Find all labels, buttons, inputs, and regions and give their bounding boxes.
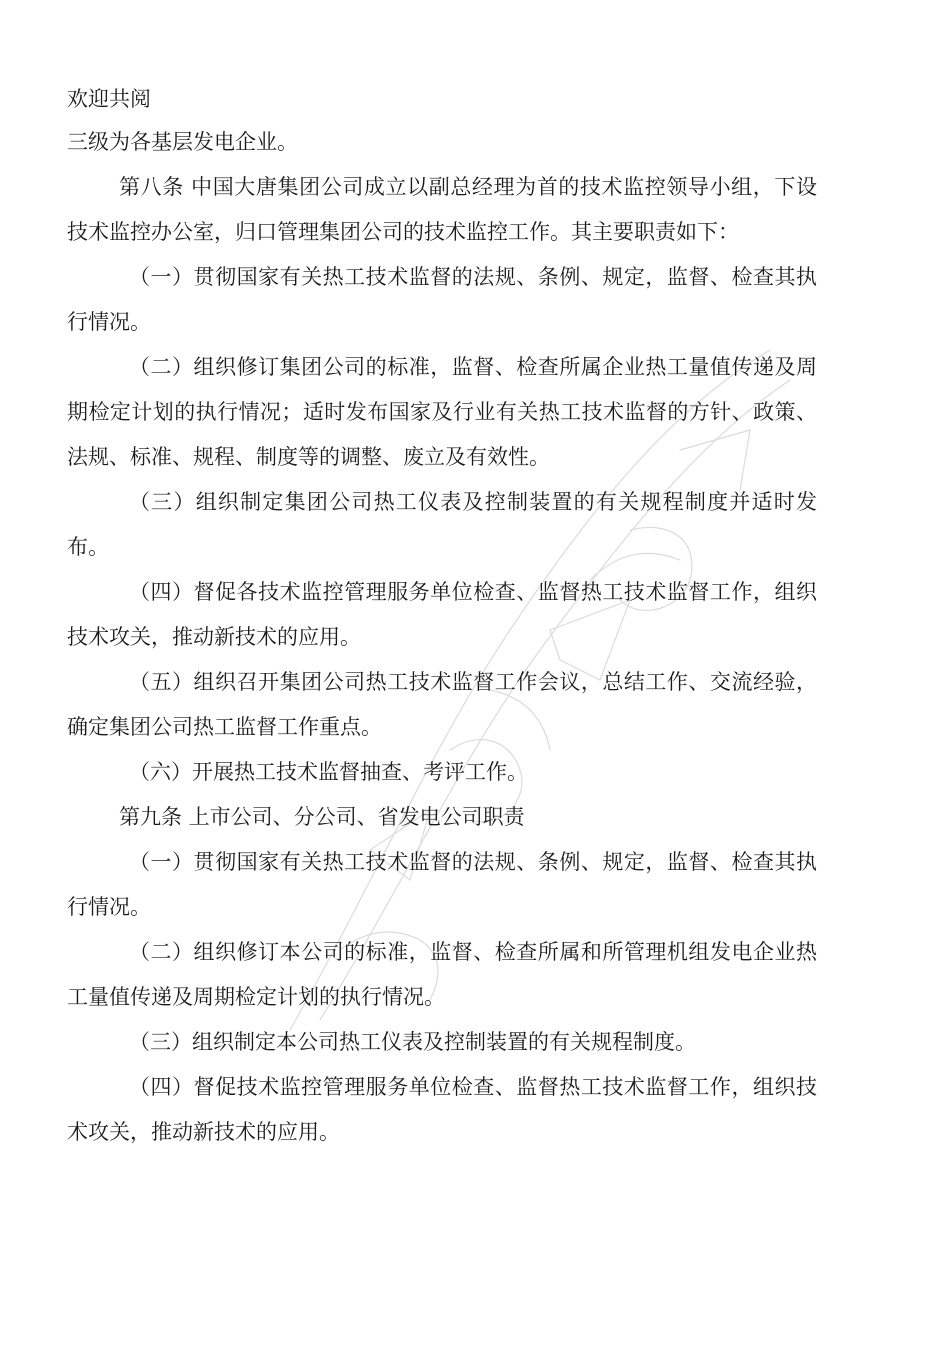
article-9-item-1: （一）贯彻国家有关热工技术监督的法规、条例、规定，监督、检查其执行情况。 bbox=[67, 850, 817, 919]
document-header: 欢迎共阅 bbox=[67, 87, 151, 111]
article-8: 第八条 中国大唐集团公司成立以副总经理为首的技术监控领导小组，下设技术监控办公室，归口管理集团公司的技术监控工作。其主要职责如下： bbox=[67, 175, 817, 244]
article-8-item-1: （一）贯彻国家有关热工技术监督的法规、条例、规定，监督、检查其执行情况。 bbox=[67, 265, 817, 334]
paragraph-intro: 三级为各基层发电企业。 bbox=[67, 130, 298, 154]
article-9-item-4: （四）督促技术监控管理服务单位检查、监督热工技术监督工作，组织技术攻关，推动新技术的应用。 bbox=[67, 1075, 817, 1144]
article-8-item-6: （六）开展热工技术监督抽查、考评工作。 bbox=[129, 760, 528, 784]
article-8-item-2: （二）组织修订集团公司的标准，监督、检查所属企业热工量值传递及周期检定计划的执行情况；适时发布国家及行业有关热工技术监督的方针、政策、法规、标准、规程、制度等的调整、废立及有效性。 bbox=[67, 355, 817, 469]
article-9-item-2: （二）组织修订本公司的标准，监督、检查所属和所管理机组发电企业热工量值传递及周期检定计划的执行情况。 bbox=[67, 940, 817, 1009]
article-9: 第九条 上市公司、分公司、省发电公司职责 bbox=[119, 805, 525, 829]
article-8-item-5: （五）组织召开集团公司热工技术监督工作会议，总结工作、交流经验，确定集团公司热工监督工作重点。 bbox=[67, 670, 817, 739]
document-body bbox=[67, 78, 817, 1155]
article-8-item-3: （三）组织制定集团公司热工仪表及控制装置的有关规程制度并适时发布。 bbox=[67, 490, 817, 559]
article-8-item-4: （四）督促各技术监控管理服务单位检查、监督热工技术监督工作，组织技术攻关，推动新技术的应用。 bbox=[67, 580, 817, 649]
article-9-item-3: （三）组织制定本公司热工仪表及控制装置的有关规程制度。 bbox=[129, 1030, 696, 1054]
